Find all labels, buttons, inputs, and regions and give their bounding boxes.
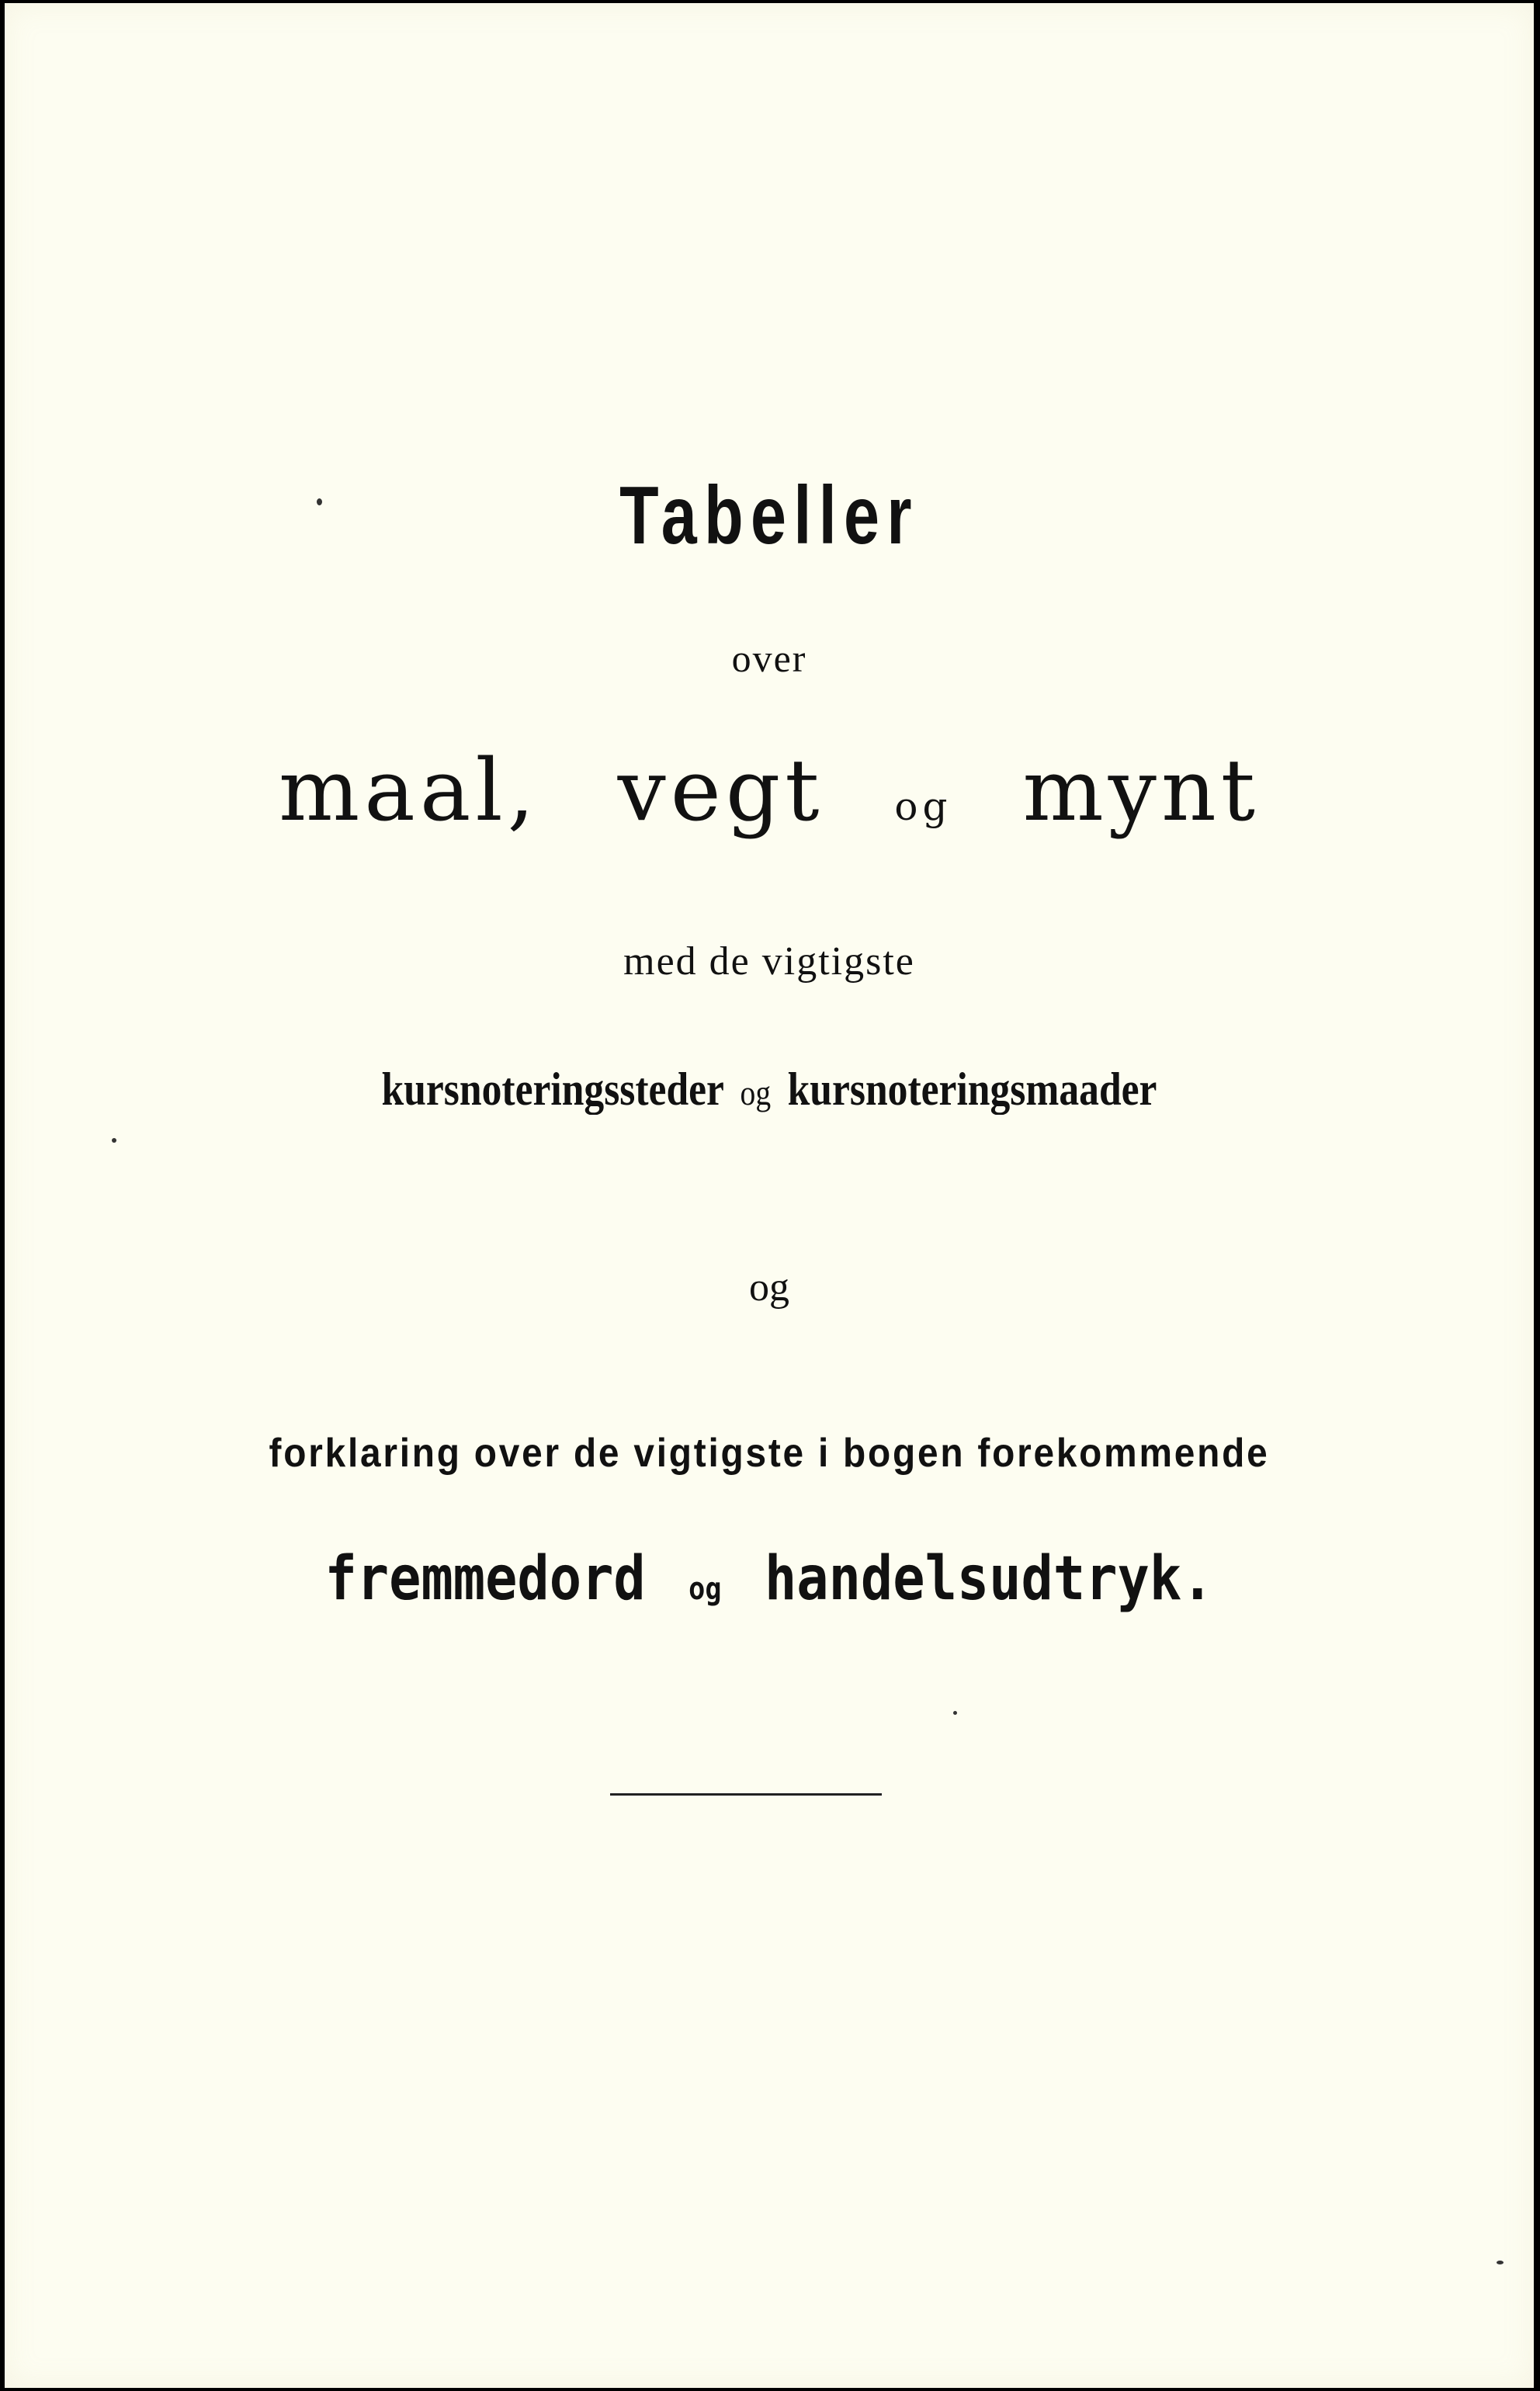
heading-word-mynt: mynt xyxy=(1022,741,1260,840)
heading-word-maal: maal, xyxy=(278,741,539,840)
print-speck xyxy=(953,1711,957,1715)
heading-word-vegt: vegt xyxy=(617,741,824,840)
connector-og: og xyxy=(749,1265,789,1310)
final-line xyxy=(96,1544,1442,1614)
title: Tabeller xyxy=(619,470,919,561)
print-speck xyxy=(1497,2261,1504,2264)
kurs-line xyxy=(112,1063,1427,1116)
main-heading xyxy=(5,741,1534,840)
subtitle-over: over xyxy=(731,637,807,680)
final-connector: og xyxy=(688,1571,722,1607)
print-speck xyxy=(112,1138,116,1143)
forklaring-line: forklaring over de vigtigste i bogen forekommende xyxy=(269,1431,1270,1476)
title-page xyxy=(5,3,1534,2388)
heading-connector: og xyxy=(894,784,952,829)
divider-rule xyxy=(610,1793,882,1796)
final-part1: fremmedord xyxy=(324,1544,646,1614)
kurs-part2: kursnoteringsmaader xyxy=(787,1064,1157,1115)
line-med-de-vigtigste: med de vigtigste xyxy=(623,939,915,984)
kurs-connector: og xyxy=(740,1073,772,1112)
kurs-part1: kursnoteringssteder xyxy=(381,1064,724,1115)
final-part2: handelsudtryk. xyxy=(764,1544,1214,1614)
